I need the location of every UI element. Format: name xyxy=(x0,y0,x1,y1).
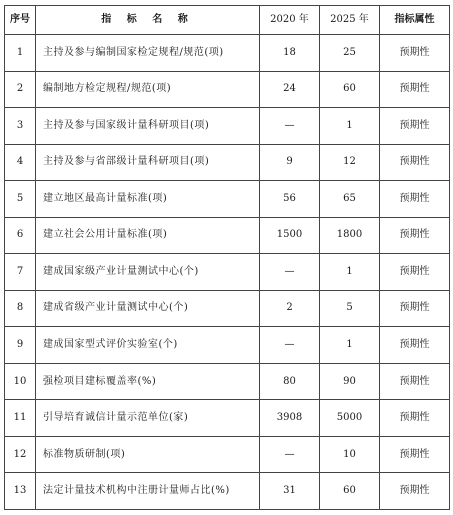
cell-2025: 1800 xyxy=(320,217,380,254)
cell-name: 建成省级产业计量测试中心(个) xyxy=(36,290,260,327)
cell-attribute: 预期性 xyxy=(380,217,450,254)
cell-index: 3 xyxy=(5,108,36,145)
table-row xyxy=(5,400,450,437)
header-attribute: 指标属性 xyxy=(380,6,450,35)
cell-attribute: 预期性 xyxy=(380,181,450,218)
indicator-table xyxy=(4,5,450,510)
cell-attribute: 预期性 xyxy=(380,108,450,145)
header-index: 序号 xyxy=(5,6,36,35)
cell-attribute: 预期性 xyxy=(380,71,450,108)
cell-2020: 18 xyxy=(260,35,320,72)
header-name: 指 标 名 称 xyxy=(36,6,260,35)
cell-name: 法定计量技术机构中注册计量师占比(%) xyxy=(36,473,260,510)
cell-index: 4 xyxy=(5,144,36,181)
cell-name: 主持及参与编制国家检定规程/规范(项) xyxy=(36,35,260,72)
header-2025: 2025 年 xyxy=(320,6,380,35)
cell-2020: 80 xyxy=(260,363,320,400)
cell-2025: 25 xyxy=(320,35,380,72)
cell-2020: 1500 xyxy=(260,217,320,254)
cell-attribute: 预期性 xyxy=(380,327,450,364)
cell-2020: — xyxy=(260,327,320,364)
header-2020: 2020 年 xyxy=(260,6,320,35)
cell-index: 9 xyxy=(5,327,36,364)
cell-index: 1 xyxy=(5,35,36,72)
cell-attribute: 预期性 xyxy=(380,436,450,473)
cell-index: 10 xyxy=(5,363,36,400)
cell-2025: 5000 xyxy=(320,400,380,437)
cell-2025: 5 xyxy=(320,290,380,327)
cell-2020: — xyxy=(260,108,320,145)
cell-name: 主持及参与省部级计量科研项目(项) xyxy=(36,144,260,181)
header-row xyxy=(5,6,450,35)
table-row xyxy=(5,254,450,291)
cell-index: 6 xyxy=(5,217,36,254)
cell-index: 13 xyxy=(5,473,36,510)
cell-2025: 65 xyxy=(320,181,380,218)
cell-2020: — xyxy=(260,436,320,473)
table-row xyxy=(5,436,450,473)
cell-name: 建立地区最高计量标准(项) xyxy=(36,181,260,218)
table-row xyxy=(5,217,450,254)
cell-2020: 2 xyxy=(260,290,320,327)
cell-name: 强检项目建标覆盖率(%) xyxy=(36,363,260,400)
table-row xyxy=(5,473,450,510)
cell-name: 建成国家级产业计量测试中心(个) xyxy=(36,254,260,291)
table-row xyxy=(5,144,450,181)
cell-name: 标准物质研制(项) xyxy=(36,436,260,473)
cell-name: 引导培育诚信计量示范单位(家) xyxy=(36,400,260,437)
cell-name: 建立社会公用计量标准(项) xyxy=(36,217,260,254)
table-header xyxy=(5,6,450,35)
table-row xyxy=(5,363,450,400)
cell-index: 7 xyxy=(5,254,36,291)
table-row xyxy=(5,108,450,145)
cell-2025: 10 xyxy=(320,436,380,473)
cell-name: 建成国家型式评价实验室(个) xyxy=(36,327,260,364)
cell-2020: 9 xyxy=(260,144,320,181)
cell-index: 11 xyxy=(5,400,36,437)
cell-2020: 31 xyxy=(260,473,320,510)
cell-2025: 1 xyxy=(320,254,380,291)
cell-attribute: 预期性 xyxy=(380,35,450,72)
cell-attribute: 预期性 xyxy=(380,144,450,181)
cell-2020: 56 xyxy=(260,181,320,218)
cell-attribute: 预期性 xyxy=(380,363,450,400)
cell-2025: 90 xyxy=(320,363,380,400)
cell-2025: 60 xyxy=(320,473,380,510)
cell-2025: 12 xyxy=(320,144,380,181)
cell-index: 12 xyxy=(5,436,36,473)
table-row xyxy=(5,181,450,218)
cell-2025: 1 xyxy=(320,108,380,145)
table-row xyxy=(5,290,450,327)
cell-2025: 60 xyxy=(320,71,380,108)
cell-attribute: 预期性 xyxy=(380,400,450,437)
table-row xyxy=(5,327,450,364)
cell-2025: 1 xyxy=(320,327,380,364)
table-row xyxy=(5,71,450,108)
table-row xyxy=(5,35,450,72)
cell-2020: 3908 xyxy=(260,400,320,437)
cell-index: 8 xyxy=(5,290,36,327)
table-body xyxy=(5,35,450,510)
cell-name: 编制地方检定规程/规范(项) xyxy=(36,71,260,108)
cell-index: 5 xyxy=(5,181,36,218)
cell-attribute: 预期性 xyxy=(380,254,450,291)
cell-attribute: 预期性 xyxy=(380,290,450,327)
cell-index: 2 xyxy=(5,71,36,108)
cell-2020: 24 xyxy=(260,71,320,108)
cell-name: 主持及参与国家级计量科研项目(项) xyxy=(36,108,260,145)
cell-2020: — xyxy=(260,254,320,291)
cell-attribute: 预期性 xyxy=(380,473,450,510)
